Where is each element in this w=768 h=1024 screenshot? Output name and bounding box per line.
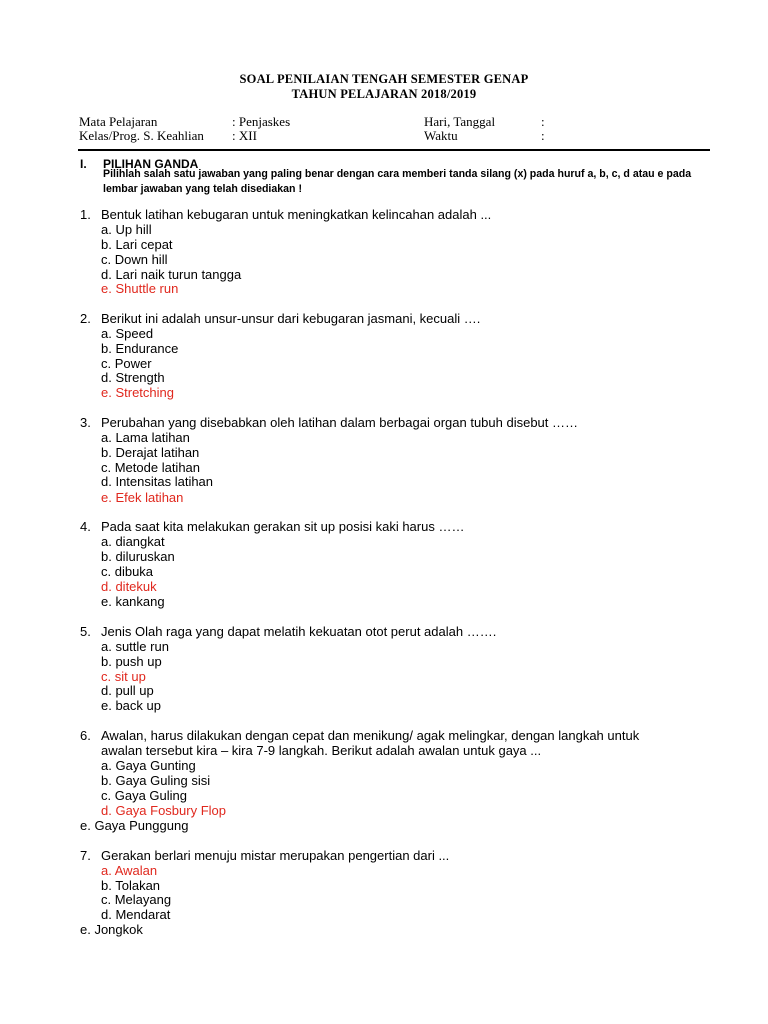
option-a-correct: a. Awalan (101, 863, 158, 878)
option-c: c. dibuka (101, 564, 154, 579)
question-text: Bentuk latihan kebugaran untuk meningkatkan kelincahan adalah ... (101, 207, 492, 222)
option-a: a. suttle run (101, 639, 169, 654)
option-b: b. diluruskan (101, 549, 175, 564)
question-text: Perubahan yang disebabkan oleh latihan dalam berbagai organ tubuh disebut …… (101, 415, 579, 430)
option-a: a. Up hill (101, 222, 152, 237)
question-text: Jenis Olah raga yang dapat melatih kekuatan otot perut adalah ……. (101, 624, 497, 639)
subject-label: Mata Pelajaran (79, 114, 158, 129)
option-d: d. Lari naik turun tangga (101, 267, 242, 282)
day-date-value: : (541, 114, 545, 129)
option-b: b. Endurance (101, 341, 179, 356)
option-e: e. Gaya Punggung (80, 818, 189, 833)
header-divider (78, 149, 710, 151)
option-d: d. Intensitas latihan (101, 474, 214, 489)
question-text: Pada saat kita melakukan gerakan sit up posisi kaki harus …… (101, 519, 465, 534)
question-text: Berikut ini adalah unsur-unsur dari kebugaran jasmani, kecuali …. (101, 311, 481, 326)
class-value: : XII (232, 128, 257, 143)
time-value: : (541, 128, 545, 143)
question-number: 6. (80, 728, 91, 743)
question-number: 2. (80, 311, 91, 326)
option-d: d. Mendarat (101, 907, 171, 922)
option-e-correct: e. Stretching (101, 385, 174, 400)
option-b: b. Lari cepat (101, 237, 173, 252)
section-number: I. (80, 157, 87, 171)
option-b: b. Gaya Guling sisi (101, 773, 211, 788)
option-c: c. Down hill (101, 252, 168, 267)
option-d-correct: d. ditekuk (101, 579, 157, 594)
option-c: c. Melayang (101, 892, 172, 907)
option-c: c. Gaya Guling (101, 788, 187, 803)
question-number: 1. (80, 207, 91, 222)
option-b: b. Tolakan (101, 878, 161, 893)
question-number: 5. (80, 624, 91, 639)
day-date-label: Hari, Tanggal (424, 114, 496, 129)
option-b: b. Derajat latihan (101, 445, 200, 460)
option-a: a. Lama latihan (101, 430, 190, 445)
option-b: b. push up (101, 654, 162, 669)
time-label: Waktu (424, 128, 458, 143)
option-e-correct: e. Efek latihan (101, 490, 184, 505)
exam-title: SOAL PENILAIAN TENGAH SEMESTER GENAP (239, 72, 529, 86)
section-instruction: Pilihlah salah satu jawaban yang paling benar dengan cara memberi tanda silang (x) pada huruf a, b, c, d atau e pada lembar jawaban yang telah disediakan ! (103, 168, 692, 195)
question-number: 7. (80, 848, 91, 863)
option-d: d. Strength (101, 370, 165, 385)
option-e-correct: e. Shuttle run (101, 281, 179, 296)
question-text-line-2: awalan tersebut kira – kira 7-9 langkah. Berikut adalah awalan untuk gaya ... (101, 743, 542, 758)
question-text-line-1: Awalan, harus dilakukan dengan cepat dan menikung/ agak melingkar, dengan langkah untuk (101, 728, 640, 743)
option-c: c. Power (101, 356, 152, 371)
question-text: Gerakan berlari menuju mistar merupakan pengertian dari ... (101, 848, 450, 863)
section-title: PILIHAN GANDA (103, 157, 199, 171)
academic-year: TAHUN PELAJARAN 2018/2019 (291, 87, 477, 101)
option-e: e. kankang (101, 594, 165, 609)
option-a: a. Speed (101, 326, 154, 341)
question-number: 3. (80, 415, 91, 430)
option-e: e. back up (101, 698, 161, 713)
class-label: Kelas/Prog. S. Keahlian (79, 128, 204, 143)
option-c-correct: c. sit up (101, 669, 146, 684)
option-e: e. Jongkok (80, 922, 143, 937)
question-number: 4. (80, 519, 91, 534)
subject-value: : Penjaskes (232, 114, 291, 129)
option-a: a. diangkat (101, 534, 165, 549)
option-d-correct: d. Gaya Fosbury Flop (101, 803, 226, 818)
option-c: c. Metode latihan (101, 460, 201, 475)
option-d: d. pull up (101, 683, 154, 698)
option-a: a. Gaya Gunting (101, 758, 196, 773)
